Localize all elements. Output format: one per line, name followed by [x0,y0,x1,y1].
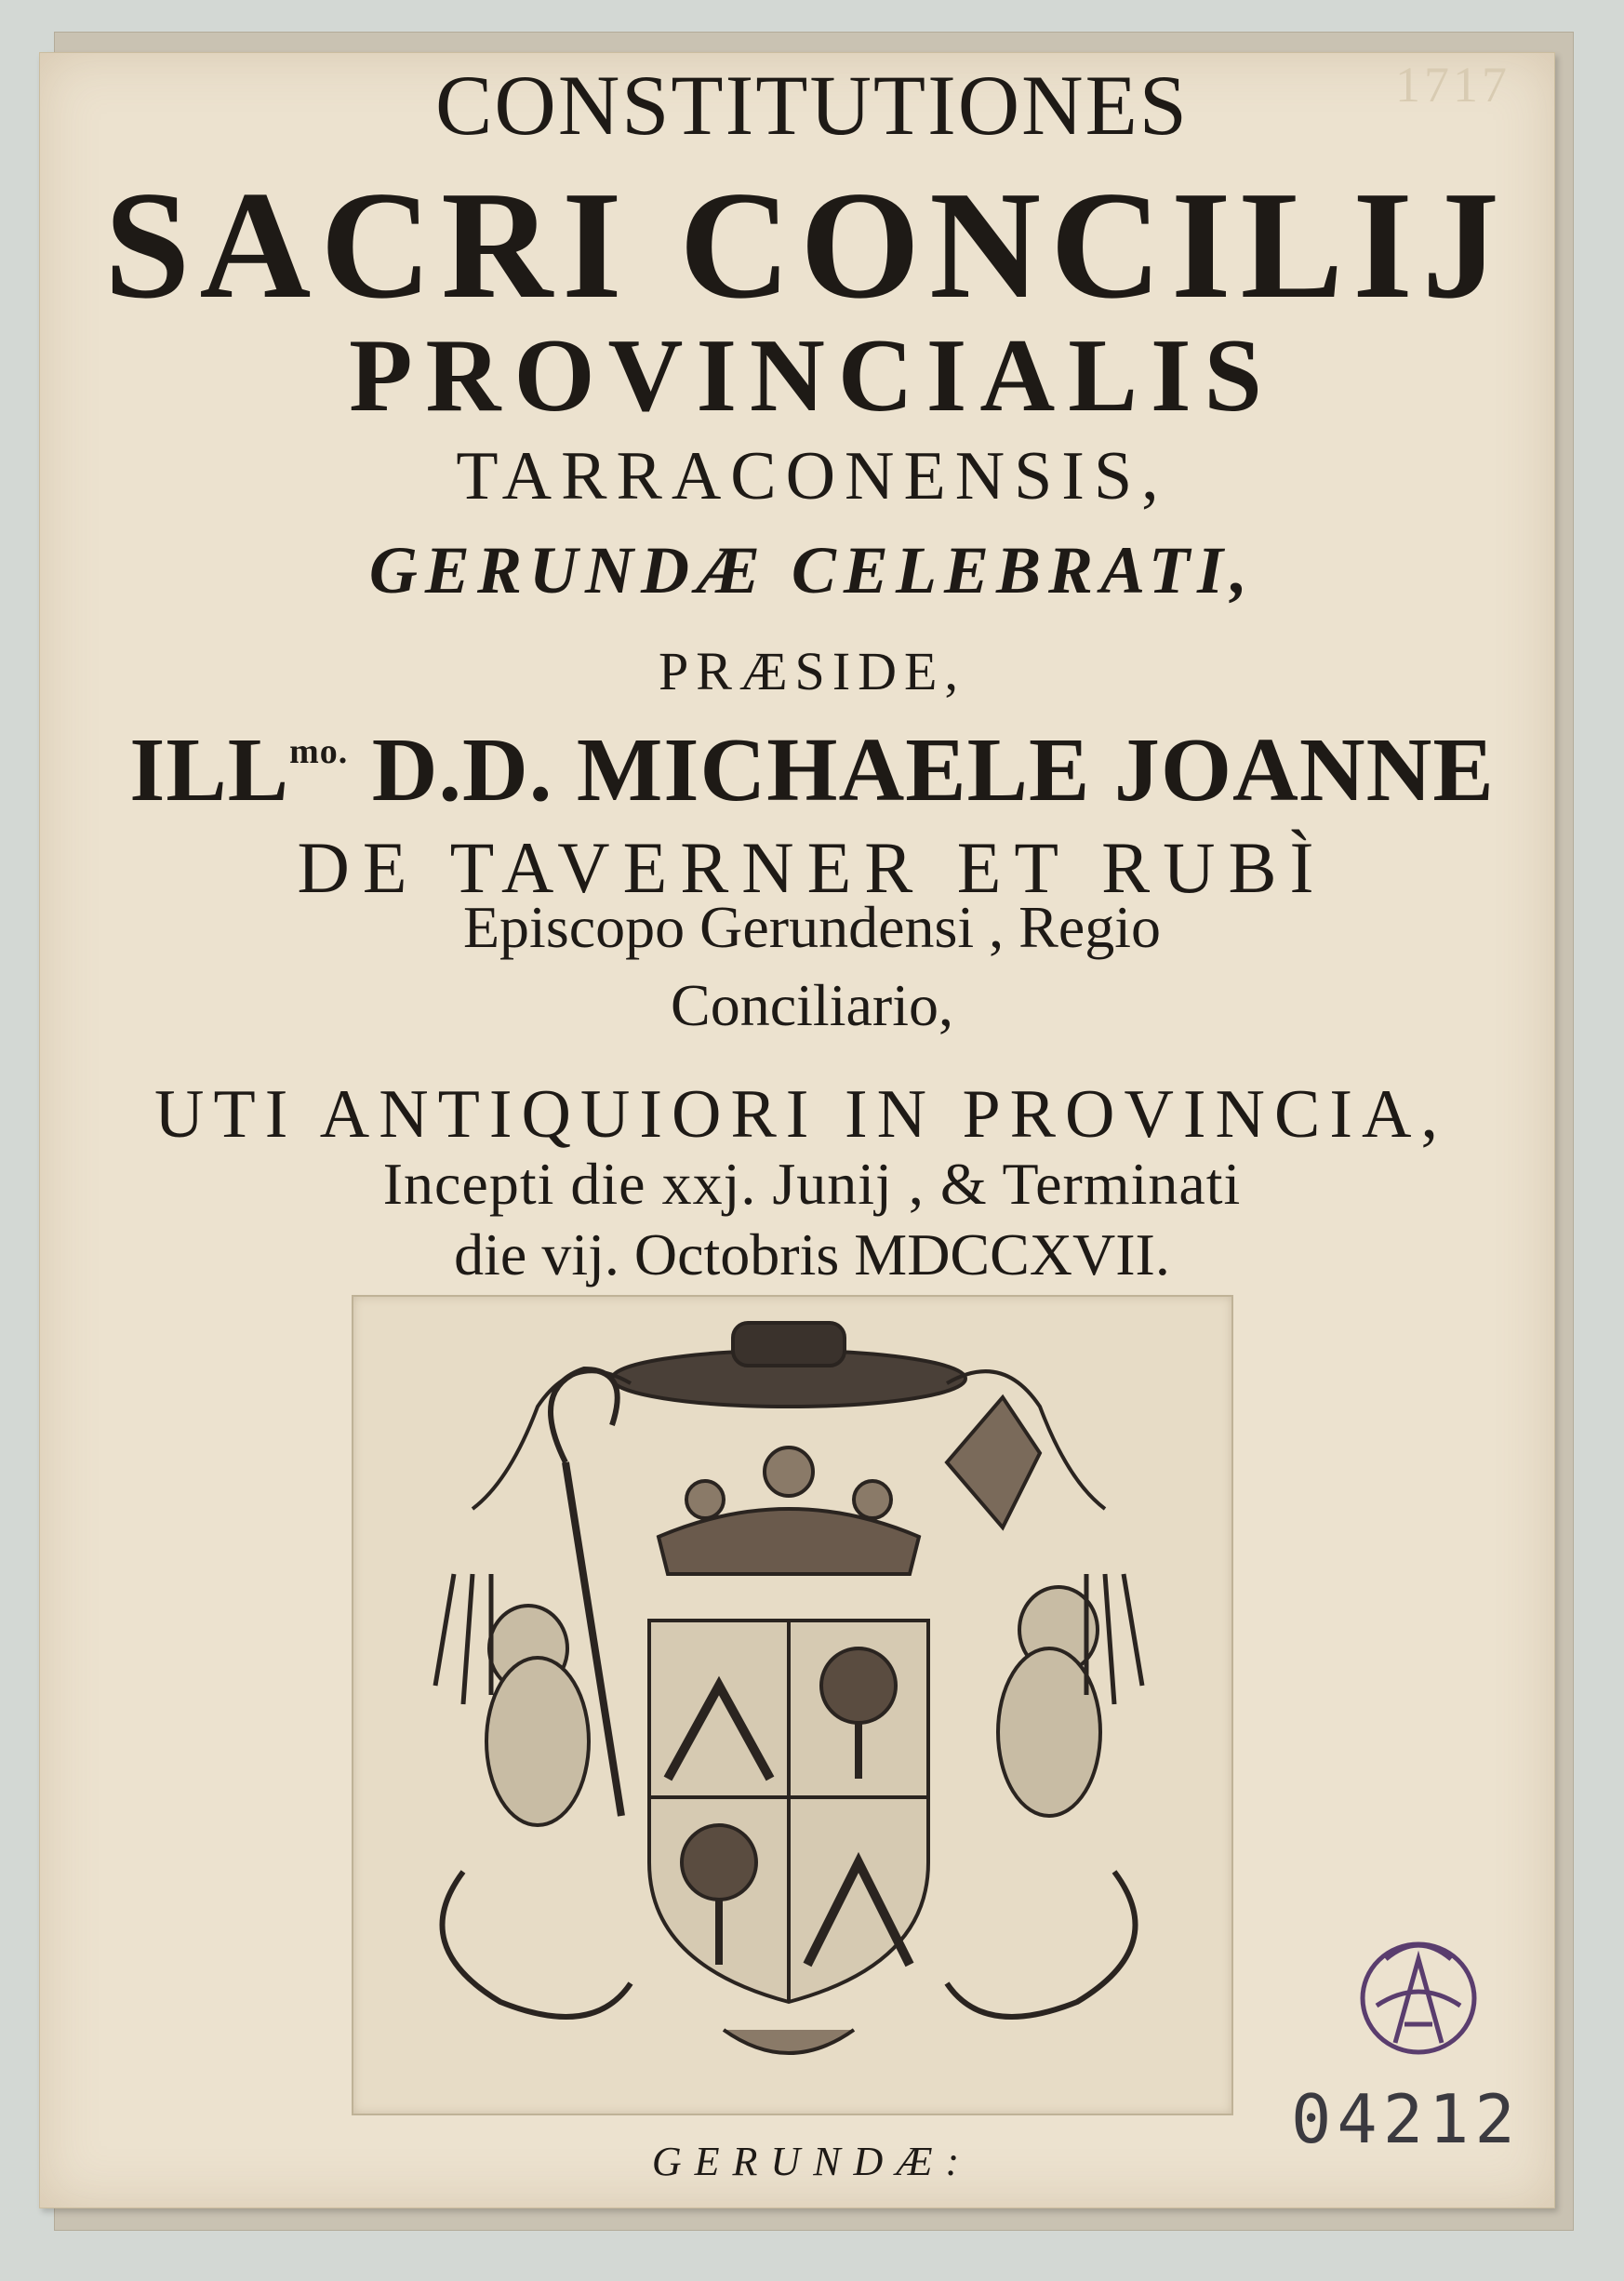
title-line-sacri-concilij: SACRI CONCILIJ [104,159,1509,330]
title-line-episcopo: Episcopo Gerundensi , Regio [462,894,1162,960]
title-line-uti-antiquiori: UTI ANTIQUIORI IN PROVINCIA, [154,1076,1447,1153]
title-illmo: ILL [129,720,290,820]
faint-pencil-date: 1717 [1395,57,1511,113]
title-dd-michaele: D.D. MICHAELE JOANNE [348,720,1495,820]
title-line-conciliario: Conciliario, [671,972,953,1038]
title-line-date: die vij. Octobris MDCCXVII. [454,1221,1170,1287]
imprint-place: GERUNDÆ: [651,2139,973,2184]
title-line-taverner: DE TAVERNER ET RUBÌ [297,827,1327,908]
shelfmark-number: 04212 [1291,2080,1521,2158]
title-illmo-superscript: mo. [289,732,349,771]
library-monogram-stamp-icon [1339,1922,1498,2071]
title-line-praeside: PRÆSIDE, [659,641,965,701]
title-line-constitutiones: CONSTITUTIONES [435,58,1189,153]
title-line-gerundae-celebrati: GERUNDÆ CELEBRATI, [368,533,1256,607]
title-line-incepti: Incepti die xxj. Junij , & Terminati [382,1151,1242,1217]
title-line-provincialis: PROVINCIALIS [349,318,1275,434]
title-line-tarraconensis: TARRACONENSIS, [456,438,1168,514]
coat-of-arms-icon [352,1295,1230,2112]
title-line-bishop-name [0,718,1624,822]
